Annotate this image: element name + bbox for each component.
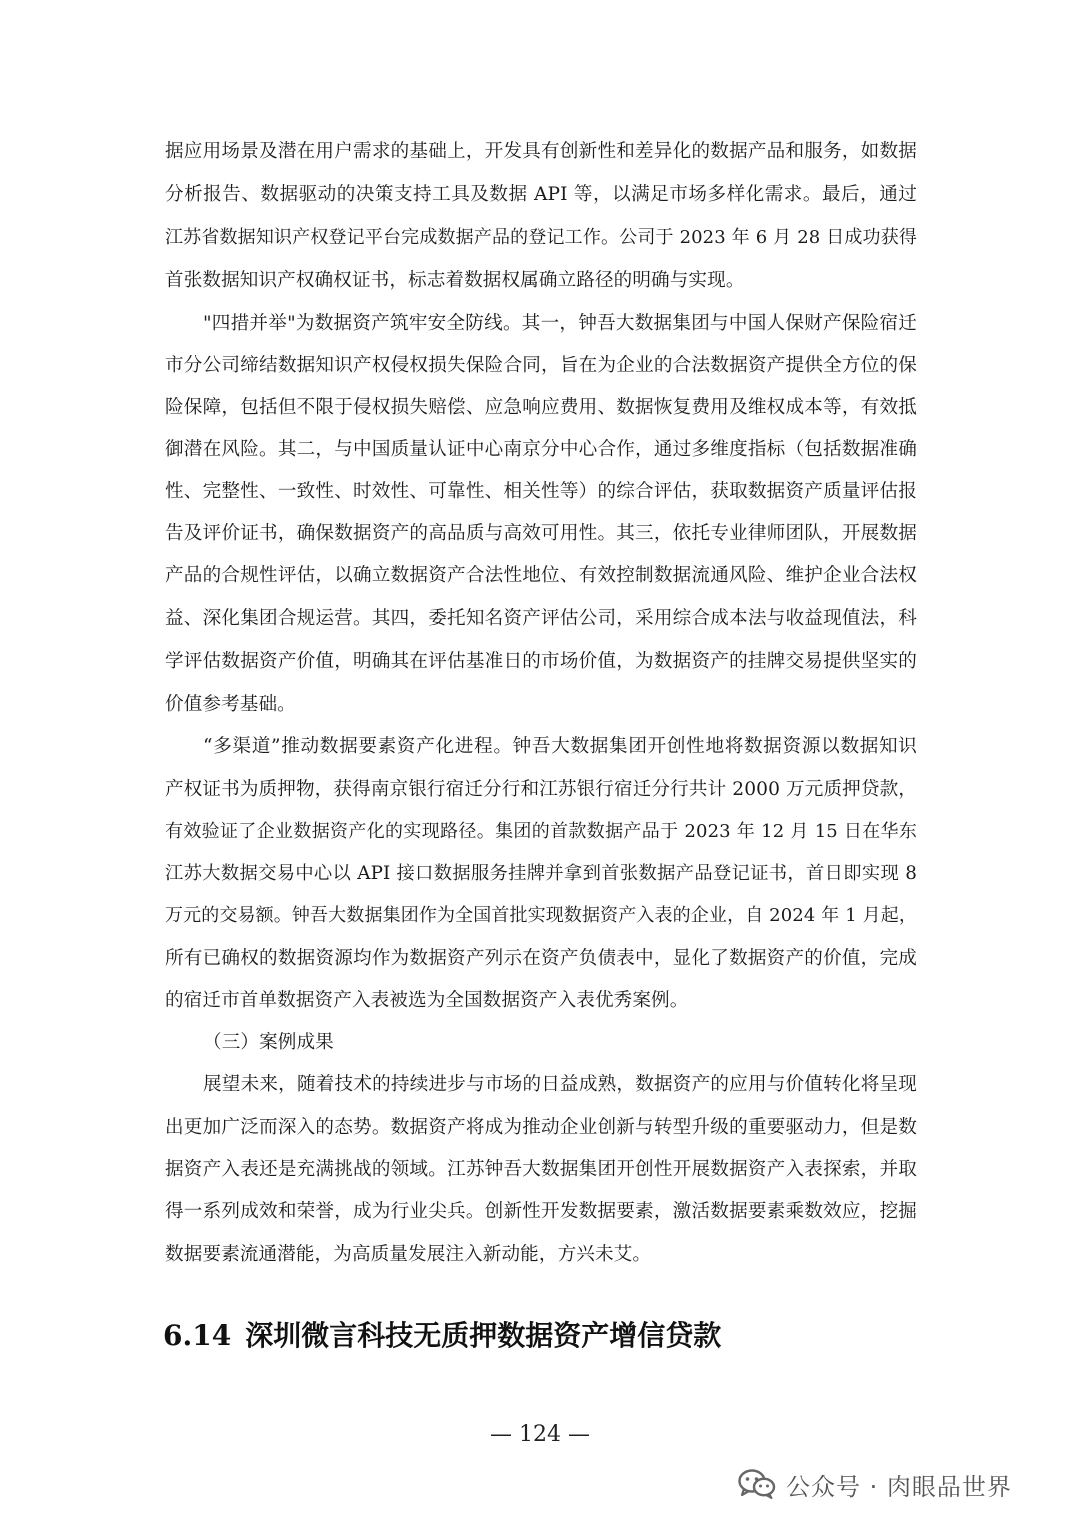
text-line: 的宿迁市首单数据资产入表被选为全国数据资产入表优秀案例。 xyxy=(165,990,689,1011)
text-line: "四措并举"为数据资产筑牢安全防线。其一，钟吾大数据集团与中国人保财产保险宿迁 xyxy=(203,313,917,334)
text-line: 御潜在风险。其二，与中国质量认证中心南京分中心合作，通过多维度指标（包括数据准确 xyxy=(165,439,917,460)
text-line: 江苏大数据交易中心以 API 接口数据服务挂牌并拿到首张数据产品登记证书，首日即实现 8 xyxy=(165,863,917,884)
text-line: “多渠道”推动数据要素资产化进程。钟吾大数据集团开创性地将数据资源以数据知识 xyxy=(203,736,917,757)
text-line: 价值参考基础。 xyxy=(165,694,296,715)
text-line: 分析报告、数据驱动的决策支持工具及数据 API 等，以满足市场多样化需求。最后，通过 xyxy=(165,184,917,205)
text-line: 出更加广泛而深入的态势。数据资产将成为推动企业创新与转型升级的重要驱动力，但是数 xyxy=(165,1117,917,1138)
text-line: 益、深化集团合规运营。其四，委托知名资产评估公司，采用综合成本法与收益现值法，科 xyxy=(165,608,917,629)
text-line: 有效验证了企业数据资产化的实现路径。集团的首款数据产品于 2023 年 12 月 15 日在华东 xyxy=(165,821,917,842)
watermark-text: 公众号 · 肉眼品世界 xyxy=(786,1472,1012,1501)
text-line: 险保障，包括但不限于侵权损失赔偿、应急响应费用、数据恢复费用及维权成本等，有效抵 xyxy=(165,397,917,418)
text-line: 首张数据知识产权确权证书，标志着数据权属确立路径的明确与实现。 xyxy=(165,270,745,291)
text-line: 产权证书为质押物，获得南京银行宿迁分行和江苏银行宿迁分行共计 2000 万元质押贷款， xyxy=(165,779,917,800)
section-title: 深圳微言科技无质押数据资产增信贷款 xyxy=(245,1319,722,1352)
text-line: 江苏省数据知识产权登记平台完成数据产品的登记工作。公司于 2023 年 6 月 28 日成功获得 xyxy=(165,227,917,248)
text-line: 性、完整性、一致性、时效性、可靠性、相关性等）的综合评估，获取数据资产质量评估报 xyxy=(165,481,917,502)
watermark xyxy=(738,1464,1012,1504)
text-line: 告及评价证书，确保数据资产的高品质与高效可用性。其三，依托专业律师团队，开展数据 xyxy=(165,523,917,544)
wechat-icon xyxy=(738,1468,776,1500)
text-line: 学评估数据资产价值，明确其在评估基准日的市场价值，为数据资产的挂牌交易提供坚实的 xyxy=(165,651,917,672)
section-heading xyxy=(163,1312,721,1360)
subheading: （三）案例成果 xyxy=(203,1032,334,1053)
text-line: 万元的交易额。钟吾大数据集团作为全国首批实现数据资产入表的企业，自 2024 年 1 月起， xyxy=(165,905,917,926)
text-line: 展望未来，随着技术的持续进步与市场的日益成熟，数据资产的应用与价值转化将呈现 xyxy=(203,1074,917,1095)
page-number: — 124 — xyxy=(490,1422,590,1447)
text-line: 据应用场景及潜在用户需求的基础上，开发具有创新性和差异化的数据产品和服务，如数据 xyxy=(165,141,917,162)
text-line: 产品的合规性评估，以确立数据资产合法性地位、有效控制数据流通风险、维护企业合法权 xyxy=(165,565,917,586)
text-line: 得一系列成效和荣誉，成为行业尖兵。创新性开发数据要素，激活数据要素乘数效应，挖掘 xyxy=(165,1201,917,1222)
text-line: 据资产入表还是充满挑战的领域。江苏钟吾大数据集团开创性开展数据资产入表探索，并取 xyxy=(165,1159,917,1180)
section-number: 6.14 xyxy=(163,1319,232,1352)
text-line: 市分公司缔结数据知识产权侵权损失保险合同，旨在为企业的合法数据资产提供全方位的保 xyxy=(165,355,917,376)
text-line: 所有已确权的数据资源均作为数据资产列示在资产负债表中，显化了数据资产的价值，完成 xyxy=(165,948,917,969)
text-line: 数据要素流通潜能，为高质量发展注入新动能，方兴未艾。 xyxy=(165,1244,652,1265)
